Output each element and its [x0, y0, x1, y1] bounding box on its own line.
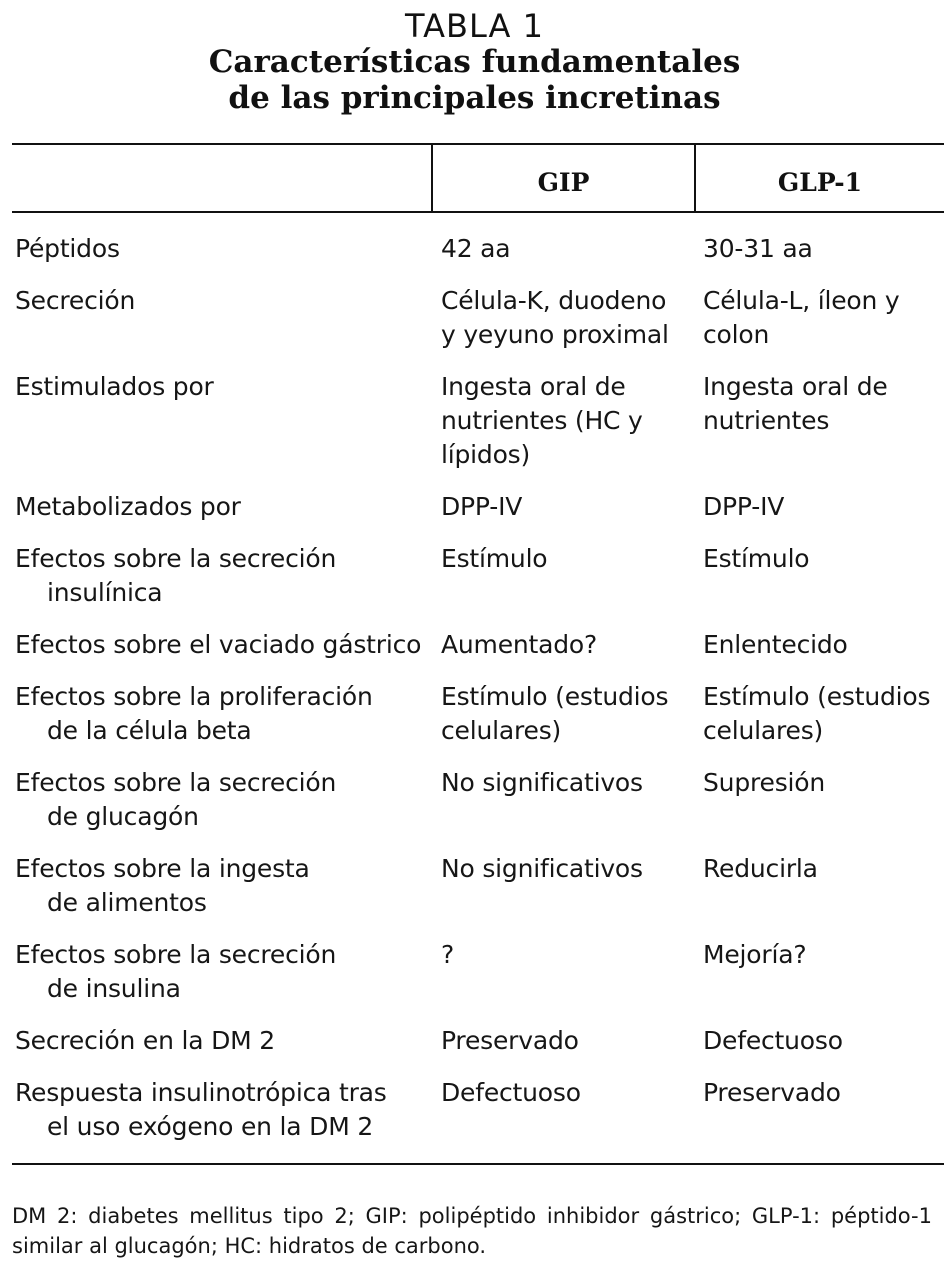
- row-label-line: Efectos sobre la secreción: [15, 544, 337, 573]
- row-label-line: Secreción en la DM 2: [15, 1026, 275, 1055]
- table-row: [0, 680, 949, 748]
- row-label-line: Efectos sobre la ingesta: [15, 854, 310, 883]
- row-label: [0, 284, 427, 352]
- table-row: [0, 284, 949, 352]
- cell-glp-1: Estímulo (estudios celulares): [703, 682, 931, 745]
- cell-gip: Estímulo (estudios celulares): [441, 682, 669, 745]
- row-label: [0, 680, 427, 748]
- row-label-line: Efectos sobre el vaciado gástrico: [15, 630, 422, 659]
- cell-gip: ?: [441, 940, 455, 969]
- cell-glp-1: Mejoría?: [703, 940, 807, 969]
- row-label-continuation: insulínica: [47, 578, 163, 607]
- cell-glp-1: DPP-IV: [703, 492, 785, 521]
- cell-glp-1: Enlentecido: [703, 630, 848, 659]
- table-row: [0, 370, 949, 472]
- row-label-line: Efectos sobre la secreción: [15, 940, 337, 969]
- table-row: [0, 542, 949, 610]
- row-label-line: Secreción: [15, 286, 136, 315]
- row-label: [0, 370, 427, 472]
- cell-gip: No significativos: [441, 854, 643, 883]
- table-footnote: DM 2: diabetes mellitus tipo 2; GIP: polipéptido inhibidor gástrico; GLP-1: péptido-1 similar al glucagón; HC: hidratos de carbono.: [12, 1204, 932, 1258]
- row-label: [0, 1024, 427, 1058]
- table-top-rule: [12, 143, 944, 145]
- row-label: [0, 628, 427, 662]
- cell-glp-1: Célula-L, íleon y colon: [703, 286, 900, 349]
- table-title-line-2: de las principales incretinas: [228, 80, 721, 116]
- row-label-line: Efectos sobre la secreción: [15, 768, 337, 797]
- table-row: [0, 490, 949, 524]
- table-row: [0, 1024, 949, 1058]
- cell-gip: Célula-K, duodeno y yeyuno proximal: [441, 286, 669, 349]
- row-label-line: Metabolizados por: [15, 492, 241, 521]
- table-row: [0, 766, 949, 834]
- table-caption: [0, 8, 949, 116]
- cell-gip: Defectuoso: [441, 1078, 581, 1107]
- cell-glp-1: Supresión: [703, 768, 826, 797]
- row-label: [0, 1076, 427, 1144]
- row-label: [0, 938, 427, 1006]
- cell-glp-1: Ingesta oral de nutrientes: [703, 372, 888, 435]
- column-header-gip: GIP: [537, 168, 590, 197]
- row-label: [0, 766, 427, 834]
- table-row: [0, 938, 949, 1006]
- cell-gip: Aumentado?: [441, 630, 598, 659]
- cell-gip: Estímulo: [441, 544, 548, 573]
- row-label-line: Estimulados por: [15, 372, 214, 401]
- table-row: [0, 628, 949, 662]
- table-bottom-rule: [12, 1163, 944, 1165]
- table-row: [0, 1076, 949, 1144]
- row-label: [0, 232, 427, 266]
- row-label-line: Respuesta insulinotrópica tras: [15, 1078, 387, 1107]
- cell-gip: DPP-IV: [441, 492, 523, 521]
- cell-gip: Ingesta oral de nutrientes (HC y lípidos): [441, 372, 643, 469]
- table-row: [0, 852, 949, 920]
- table-header-rule: [12, 211, 944, 213]
- row-label-continuation: el uso exógeno en la DM 2: [47, 1112, 374, 1141]
- row-label: [0, 490, 427, 524]
- cell-glp-1: Defectuoso: [703, 1026, 843, 1055]
- row-label-continuation: de la célula beta: [47, 716, 252, 745]
- row-label-continuation: de alimentos: [47, 888, 207, 917]
- table-row: [0, 232, 949, 266]
- table-body: [0, 232, 949, 1144]
- cell-gip: No significativos: [441, 768, 643, 797]
- column-header-glp-1: GLP-1: [777, 168, 863, 197]
- row-label-line: Efectos sobre la proliferación: [15, 682, 373, 711]
- table-number: TABLA 1: [405, 7, 544, 45]
- cell-gip: 42 aa: [441, 234, 511, 263]
- row-label-continuation: de glucagón: [47, 802, 199, 831]
- row-label-continuation: de insulina: [47, 974, 181, 1003]
- cell-glp-1: Preservado: [703, 1078, 841, 1107]
- row-label: [0, 852, 427, 920]
- cell-gip: Preservado: [441, 1026, 579, 1055]
- row-label: [0, 542, 427, 610]
- cell-glp-1: Reducirla: [703, 854, 818, 883]
- cell-glp-1: Estímulo: [703, 544, 810, 573]
- cell-glp-1: 30-31 aa: [703, 234, 813, 263]
- row-label-line: Péptidos: [15, 234, 120, 263]
- table-title-line-1: Características fundamentales: [208, 44, 741, 80]
